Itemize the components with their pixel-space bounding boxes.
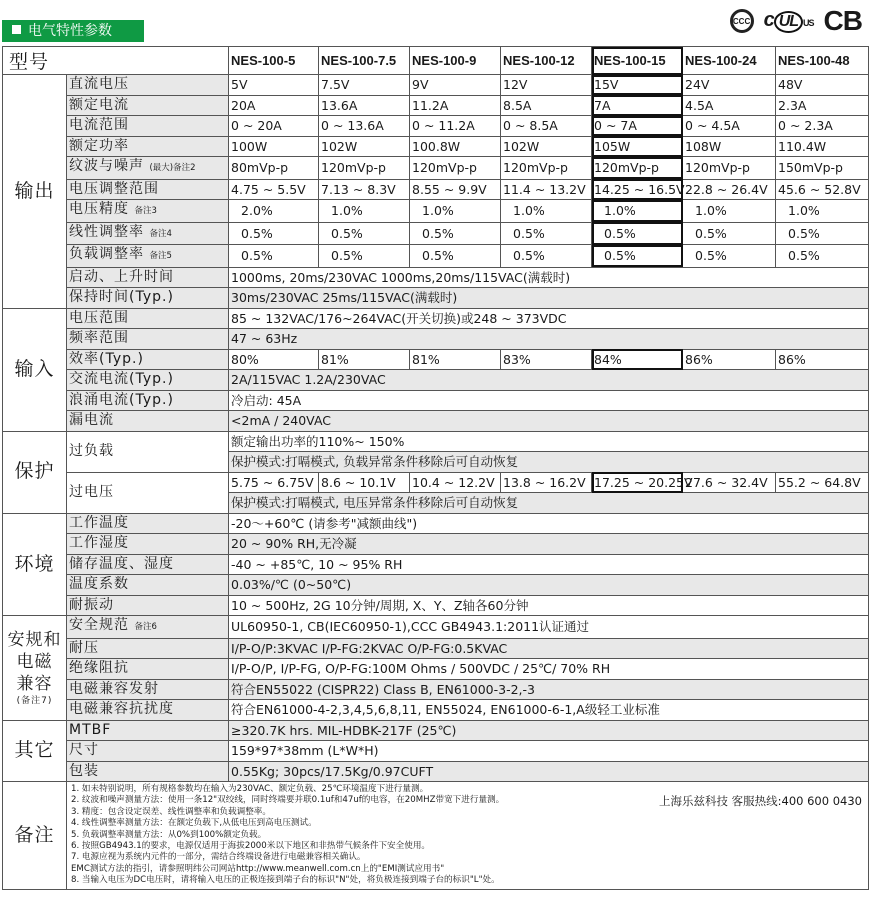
row-label: 交流电流(Typ.) — [67, 370, 229, 391]
category-safety-emc: 安规和 电磁 兼容 (备注7) — [3, 616, 67, 721]
value-cell: 0 ~ 2.3A — [776, 116, 869, 137]
value-cell: 5V — [229, 75, 319, 96]
input-row — [3, 411, 869, 432]
value-cell: 13.8 ~ 16.2V — [501, 472, 592, 493]
note-line: 5. 负载调整率测量方法：从0%到100%额定负载。 — [71, 829, 267, 840]
row-label: 电磁兼容抗扰度 — [67, 700, 229, 721]
value-cell: 120mVp-p — [501, 157, 592, 180]
value-cell-wide: 额定输出功率的110%~ 150% — [229, 431, 869, 452]
hotline-text: 上海乐兹科技 客服热线:400 600 0430 — [658, 794, 862, 808]
model-cell: NES-100-5 — [229, 47, 319, 75]
safety-row — [3, 679, 869, 700]
value-cell: 102W — [319, 136, 410, 157]
category-input: 输入 — [3, 308, 67, 431]
row-label: 额定电流 — [67, 95, 229, 116]
env-row — [3, 513, 869, 534]
value-cell-wide: 47 ~ 63Hz — [229, 329, 869, 350]
value-cell: 120mVp-p — [683, 157, 776, 180]
value-cell: 55.2 ~ 64.8V — [776, 472, 869, 493]
value-cell-wide: 20 ~ 90% RH,无冷凝 — [229, 534, 869, 555]
row-label: 负载调整率 备注5 — [67, 245, 229, 268]
row-label: 直流电压 — [67, 75, 229, 96]
output-row — [3, 245, 869, 268]
value-cell: 4.75 ~ 5.5V — [229, 179, 319, 200]
section-title-bar — [2, 20, 144, 42]
value-cell: 108W — [683, 136, 776, 157]
value-cell: 0.5% — [229, 245, 319, 268]
value-cell-wide: 2A/115VAC 1.2A/230VAC — [229, 370, 869, 391]
value-cell: 7.13 ~ 8.3V — [319, 179, 410, 200]
row-label: 纹波与噪声 (最大)备注2 — [67, 157, 229, 180]
row-label: 过电压 — [67, 472, 229, 513]
value-cell-wide: I/P-O/P, I/P-FG, O/P-FG:100M Ohms / 500VDC / 25℃/ 70% RH — [229, 659, 869, 680]
row-label: 工作温度 — [67, 513, 229, 534]
value-cell: 4.5A — [683, 95, 776, 116]
value-cell: 0.5% — [410, 222, 501, 245]
row-label: 电磁兼容发射 — [67, 679, 229, 700]
value-cell: 7.5V — [319, 75, 410, 96]
value-cell: 102W — [501, 136, 592, 157]
category-environment: 环境 — [3, 513, 67, 616]
value-cell: 45.6 ~ 52.8V — [776, 179, 869, 200]
protection-row — [3, 431, 869, 452]
note-line: 1. 如未特别说明，所有规格参数均在输入为230VAC、额定负载、25℃环境温度下进行量测。 — [71, 784, 429, 794]
value-cell: 14.25 ~ 16.5V — [592, 179, 683, 200]
env-row — [3, 534, 869, 555]
model-label: 型号 — [3, 47, 229, 75]
value-cell: 120mVp-p — [410, 157, 501, 180]
value-cell: 86% — [776, 349, 869, 370]
input-row — [3, 370, 869, 391]
value-cell-wide: 0.03%/℃ (0~50℃) — [229, 575, 869, 596]
value-cell: 1.0% — [592, 200, 683, 223]
row-label: 保持时间(Typ.) — [67, 288, 229, 309]
output-row — [3, 75, 869, 96]
input-row — [3, 390, 869, 411]
row-label: 漏电流 — [67, 411, 229, 432]
row-label: 绝缘阻抗 — [67, 659, 229, 680]
value-cell: 20A — [229, 95, 319, 116]
row-label: 额定功率 — [67, 136, 229, 157]
output-row — [3, 136, 869, 157]
row-label: 频率范围 — [67, 329, 229, 350]
value-cell: 1.0% — [319, 200, 410, 223]
spec-table — [2, 46, 869, 890]
row-label: 过负载 — [67, 431, 229, 472]
value-cell: 22.8 ~ 26.4V — [683, 179, 776, 200]
row-label: 电压范围 — [67, 308, 229, 329]
value-cell: 100.8W — [410, 136, 501, 157]
value-cell: 1.0% — [501, 200, 592, 223]
category-others: 其它 — [3, 720, 67, 782]
row-label: 尺寸 — [67, 741, 229, 762]
env-row — [3, 554, 869, 575]
others-row — [3, 720, 869, 741]
note-line: 7. 电源应视为系统内元件的一部分，需结合终端设备进行电磁兼容相关确认。 — [71, 852, 366, 863]
value-cell: 12V — [501, 75, 592, 96]
value-cell: 1.0% — [683, 200, 776, 223]
value-cell-wide: -40 ~ +85℃, 10 ~ 95% RH — [229, 554, 869, 575]
value-cell-wide: 符合EN55022 (CISPR22) Class B, EN61000-3-2,-3 — [229, 679, 869, 700]
note-line: EMC测试方法的指引，请参照明纬公司网站http://www.meanwell.com.cn上的"EMI测试应用书" — [71, 863, 445, 874]
value-cell: 100W — [229, 136, 319, 157]
value-cell: 17.25 ~ 20.25V — [592, 472, 683, 493]
value-cell: 10.4 ~ 12.2V — [410, 472, 501, 493]
value-cell: 120mVp-p — [592, 157, 683, 180]
value-cell: 9V — [410, 75, 501, 96]
model-cell: NES-100-48 — [776, 47, 869, 75]
model-cell: NES-100-12 — [501, 47, 592, 75]
value-cell: 80% — [229, 349, 319, 370]
value-cell-wide: 10 ~ 500Hz, 2G 10分钟/周期, X、Y、Z轴各60分钟 — [229, 595, 869, 616]
value-cell: 27.6 ~ 32.4V — [683, 472, 776, 493]
value-cell: 120mVp-p — [319, 157, 410, 180]
value-cell: 7A — [592, 95, 683, 116]
value-cell: 110.4W — [776, 136, 869, 157]
value-cell: 2.0% — [229, 200, 319, 223]
value-cell-wide: I/P-O/P:3KVAC I/P-FG:2KVAC O/P-FG:0.5KVAC — [229, 638, 869, 659]
value-cell-wide: 1000ms, 20ms/230VAC 1000ms,20ms/115VAC(满载时) — [229, 267, 869, 288]
value-cell: 0 ~ 8.5A — [501, 116, 592, 137]
model-cell: NES-100-24 — [683, 47, 776, 75]
value-cell: 0.5% — [683, 245, 776, 268]
value-cell-wide: <2mA / 240VAC — [229, 411, 869, 432]
value-cell-wide: ≥320.7K hrs. MIL-HDBK-217F (25℃) — [229, 720, 869, 741]
value-cell: 0 ~ 20A — [229, 116, 319, 137]
protection-row — [3, 472, 869, 493]
env-row — [3, 595, 869, 616]
row-label: 电压精度 备注3 — [67, 200, 229, 223]
others-row — [3, 741, 869, 762]
row-label: 包装 — [67, 761, 229, 782]
row-label: 安全规范 备注6 — [67, 616, 229, 639]
value-cell-wide: UL60950-1, CB(IEC60950-1),CCC GB4943.1:2011认证通过 — [229, 616, 869, 639]
value-cell: 0.5% — [683, 222, 776, 245]
note-line: 2. 纹波和噪声测量方法：使用一条12"双绞线，同时终端要并联0.1uf和47uf的电容，在20MHZ带宽下进行量测。 — [71, 795, 505, 806]
output-row — [3, 267, 869, 288]
value-cell: 13.6A — [319, 95, 410, 116]
value-cell: 0 ~ 13.6A — [319, 116, 410, 137]
value-cell: 8.6 ~ 10.1V — [319, 472, 410, 493]
model-cell: NES-100-7.5 — [319, 47, 410, 75]
value-cell: 0 ~ 4.5A — [683, 116, 776, 137]
model-row — [3, 47, 869, 75]
value-cell: 86% — [683, 349, 776, 370]
row-label: 储存温度、湿度 — [67, 554, 229, 575]
row-label: 启动、上升时间 — [67, 267, 229, 288]
note-line: 3. 精度：包含设定误差、线性调整率和负载调整率。 — [71, 806, 271, 817]
value-cell: 84% — [592, 349, 683, 370]
row-label: 线性调整率 备注4 — [67, 222, 229, 245]
value-cell: 83% — [501, 349, 592, 370]
row-label: 耐压 — [67, 638, 229, 659]
value-cell-wide: 保护模式:打嗝模式, 电压异常条件移除后可自动恢复 — [229, 493, 869, 514]
note-line: 4. 线性调整率测量方法：在额定负载下,从低电压到高电压测试。 — [71, 818, 317, 829]
input-row — [3, 308, 869, 329]
value-cell: 0.5% — [319, 222, 410, 245]
square-bullet-icon — [12, 25, 21, 34]
row-label: 温度系数 — [67, 575, 229, 596]
output-row — [3, 288, 869, 309]
note-line: 8. 当输入电压为DC电压时，请将输入电压的正极连接到端子台的标识"N"处，将负极连接到端子台的标识"L"处。 — [71, 875, 500, 886]
value-cell: 0.5% — [592, 222, 683, 245]
value-cell-wide: 冷启动: 45A — [229, 390, 869, 411]
ccc-logo: CCC — [730, 9, 754, 33]
value-cell: 8.55 ~ 9.9V — [410, 179, 501, 200]
row-label: 浪涌电流(Typ.) — [67, 390, 229, 411]
value-cell-wide: 符合EN61000-4-2,3,4,5,6,8,11, EN55024, EN61000-6-1,A级轻工业标准 — [229, 700, 869, 721]
value-cell: 0.5% — [501, 245, 592, 268]
output-row — [3, 200, 869, 223]
value-cell: 0.5% — [501, 222, 592, 245]
cb-logo: CB — [823, 5, 862, 36]
value-cell: 0 ~ 11.2A — [410, 116, 501, 137]
value-cell: 81% — [410, 349, 501, 370]
safety-row — [3, 616, 869, 639]
model-cell: NES-100-9 — [410, 47, 501, 75]
value-cell: 1.0% — [776, 200, 869, 223]
ul-logo: c UL US — [763, 9, 814, 31]
safety-row — [3, 638, 869, 659]
value-cell: 5.75 ~ 6.75V — [229, 472, 319, 493]
value-cell: 8.5A — [501, 95, 592, 116]
value-cell: 24V — [683, 75, 776, 96]
value-cell-wide: 85 ~ 132VAC/176~264VAC(开关切换)或248 ~ 373VDC — [229, 308, 869, 329]
row-label: 耐振动 — [67, 595, 229, 616]
row-label: 电压调整范围 — [67, 179, 229, 200]
value-cell: 11.2A — [410, 95, 501, 116]
value-cell: 0 ~ 7A — [592, 116, 683, 137]
value-cell: 0.5% — [776, 222, 869, 245]
row-label: 工作湿度 — [67, 534, 229, 555]
value-cell-wide: 0.55Kg; 30pcs/17.5Kg/0.97CUFT — [229, 761, 869, 782]
safety-row — [3, 659, 869, 680]
certification-logos — [730, 6, 862, 36]
value-cell: 11.4 ~ 13.2V — [501, 179, 592, 200]
input-row — [3, 349, 869, 370]
value-cell: 48V — [776, 75, 869, 96]
env-row — [3, 575, 869, 596]
category-notes: 备注 — [3, 782, 67, 890]
model-cell-highlighted: NES-100-15 — [592, 47, 683, 75]
value-cell: 81% — [319, 349, 410, 370]
value-cell: 150mVp-p — [776, 157, 869, 180]
value-cell-wide: -20～+60℃ (请参考"减额曲线") — [229, 513, 869, 534]
value-cell-wide: 保护模式:打嗝模式, 负载异常条件移除后可自动恢复 — [229, 452, 869, 473]
value-cell-wide: 159*97*38mm (L*W*H) — [229, 741, 869, 762]
category-protection: 保护 — [3, 431, 67, 513]
output-row — [3, 179, 869, 200]
category-output: 输出 — [3, 75, 67, 309]
value-cell: 105W — [592, 136, 683, 157]
value-cell: 0.5% — [229, 222, 319, 245]
output-row — [3, 116, 869, 137]
value-cell: 0.5% — [592, 245, 683, 268]
value-cell: 1.0% — [410, 200, 501, 223]
others-row — [3, 761, 869, 782]
output-row — [3, 157, 869, 180]
value-cell: 0.5% — [319, 245, 410, 268]
input-row — [3, 329, 869, 350]
row-label: 电流范围 — [67, 116, 229, 137]
output-row — [3, 222, 869, 245]
section-title: 电气特性参数 — [28, 23, 112, 39]
value-cell: 0.5% — [410, 245, 501, 268]
value-cell: 0.5% — [776, 245, 869, 268]
note-line: 6. 按照GB4943.1的要求，电源仅适用于海拔2000米以下地区和非热带气候条件下安全使用。 — [71, 841, 431, 852]
value-cell: 80mVp-p — [229, 157, 319, 180]
safety-row — [3, 700, 869, 721]
output-row — [3, 95, 869, 116]
value-cell-wide: 30ms/230VAC 25ms/115VAC(满载时) — [229, 288, 869, 309]
row-label: MTBF — [67, 720, 229, 741]
row-label: 效率(Typ.) — [67, 349, 229, 370]
value-cell: 2.3A — [776, 95, 869, 116]
value-cell: 15V — [592, 75, 683, 96]
